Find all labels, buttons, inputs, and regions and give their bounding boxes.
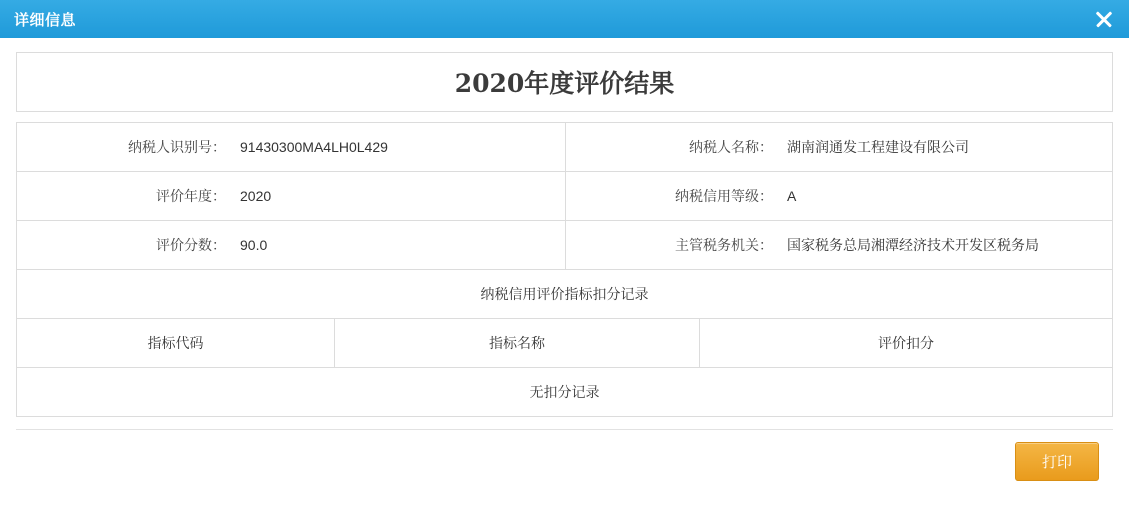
field-value-credit-rating: A <box>787 188 797 204</box>
dialog-title: 详细信息 <box>14 11 77 29</box>
column-header-deduction-score: 评价扣分 <box>878 335 934 351</box>
field-value-evaluation-year: 2020 <box>232 172 566 220</box>
field-value-taxpayer-name: 湖南润通发工程建设有限公司 <box>787 139 969 155</box>
page-title: 2020年度评价结果 <box>454 69 675 98</box>
deduction-table-header <box>17 319 1112 368</box>
field-label-score: 评价分数： <box>156 237 226 253</box>
close-icon[interactable] <box>1091 6 1117 32</box>
field-value-score: 90.0 <box>232 221 566 269</box>
column-header-indicator-code: 指标代码 <box>17 319 335 367</box>
field-label-tax-authority: 主管税务机关： <box>675 237 773 253</box>
table-row <box>17 172 1112 221</box>
print-button[interactable]: 打印 <box>1015 442 1099 481</box>
field-label-taxpayer-id: 纳税人识别号： <box>128 139 226 155</box>
field-label-credit-rating: 纳税信用等级： <box>675 188 773 204</box>
table-row <box>17 123 1112 172</box>
table-row <box>17 221 1112 270</box>
dialog-footer <box>16 429 1113 481</box>
column-header-indicator-name: 指标名称 <box>335 319 700 367</box>
report-heading-box <box>16 52 1113 112</box>
field-label-taxpayer-name: 纳税人名称： <box>689 139 773 155</box>
field-value-tax-authority: 国家税务总局湘潭经济技术开发区税务局 <box>787 237 1039 253</box>
field-label-evaluation-year: 评价年度： <box>156 188 226 204</box>
field-value-taxpayer-id: 91430300MA4LH0L429 <box>232 123 566 171</box>
empty-state-message: 无扣分记录 <box>17 368 1112 417</box>
dialog-body <box>0 38 1129 506</box>
dialog-titlebar <box>0 0 1129 38</box>
deduction-section-title: 纳税信用评价指标扣分记录 <box>17 270 1112 319</box>
taxpayer-info-table <box>16 122 1113 417</box>
